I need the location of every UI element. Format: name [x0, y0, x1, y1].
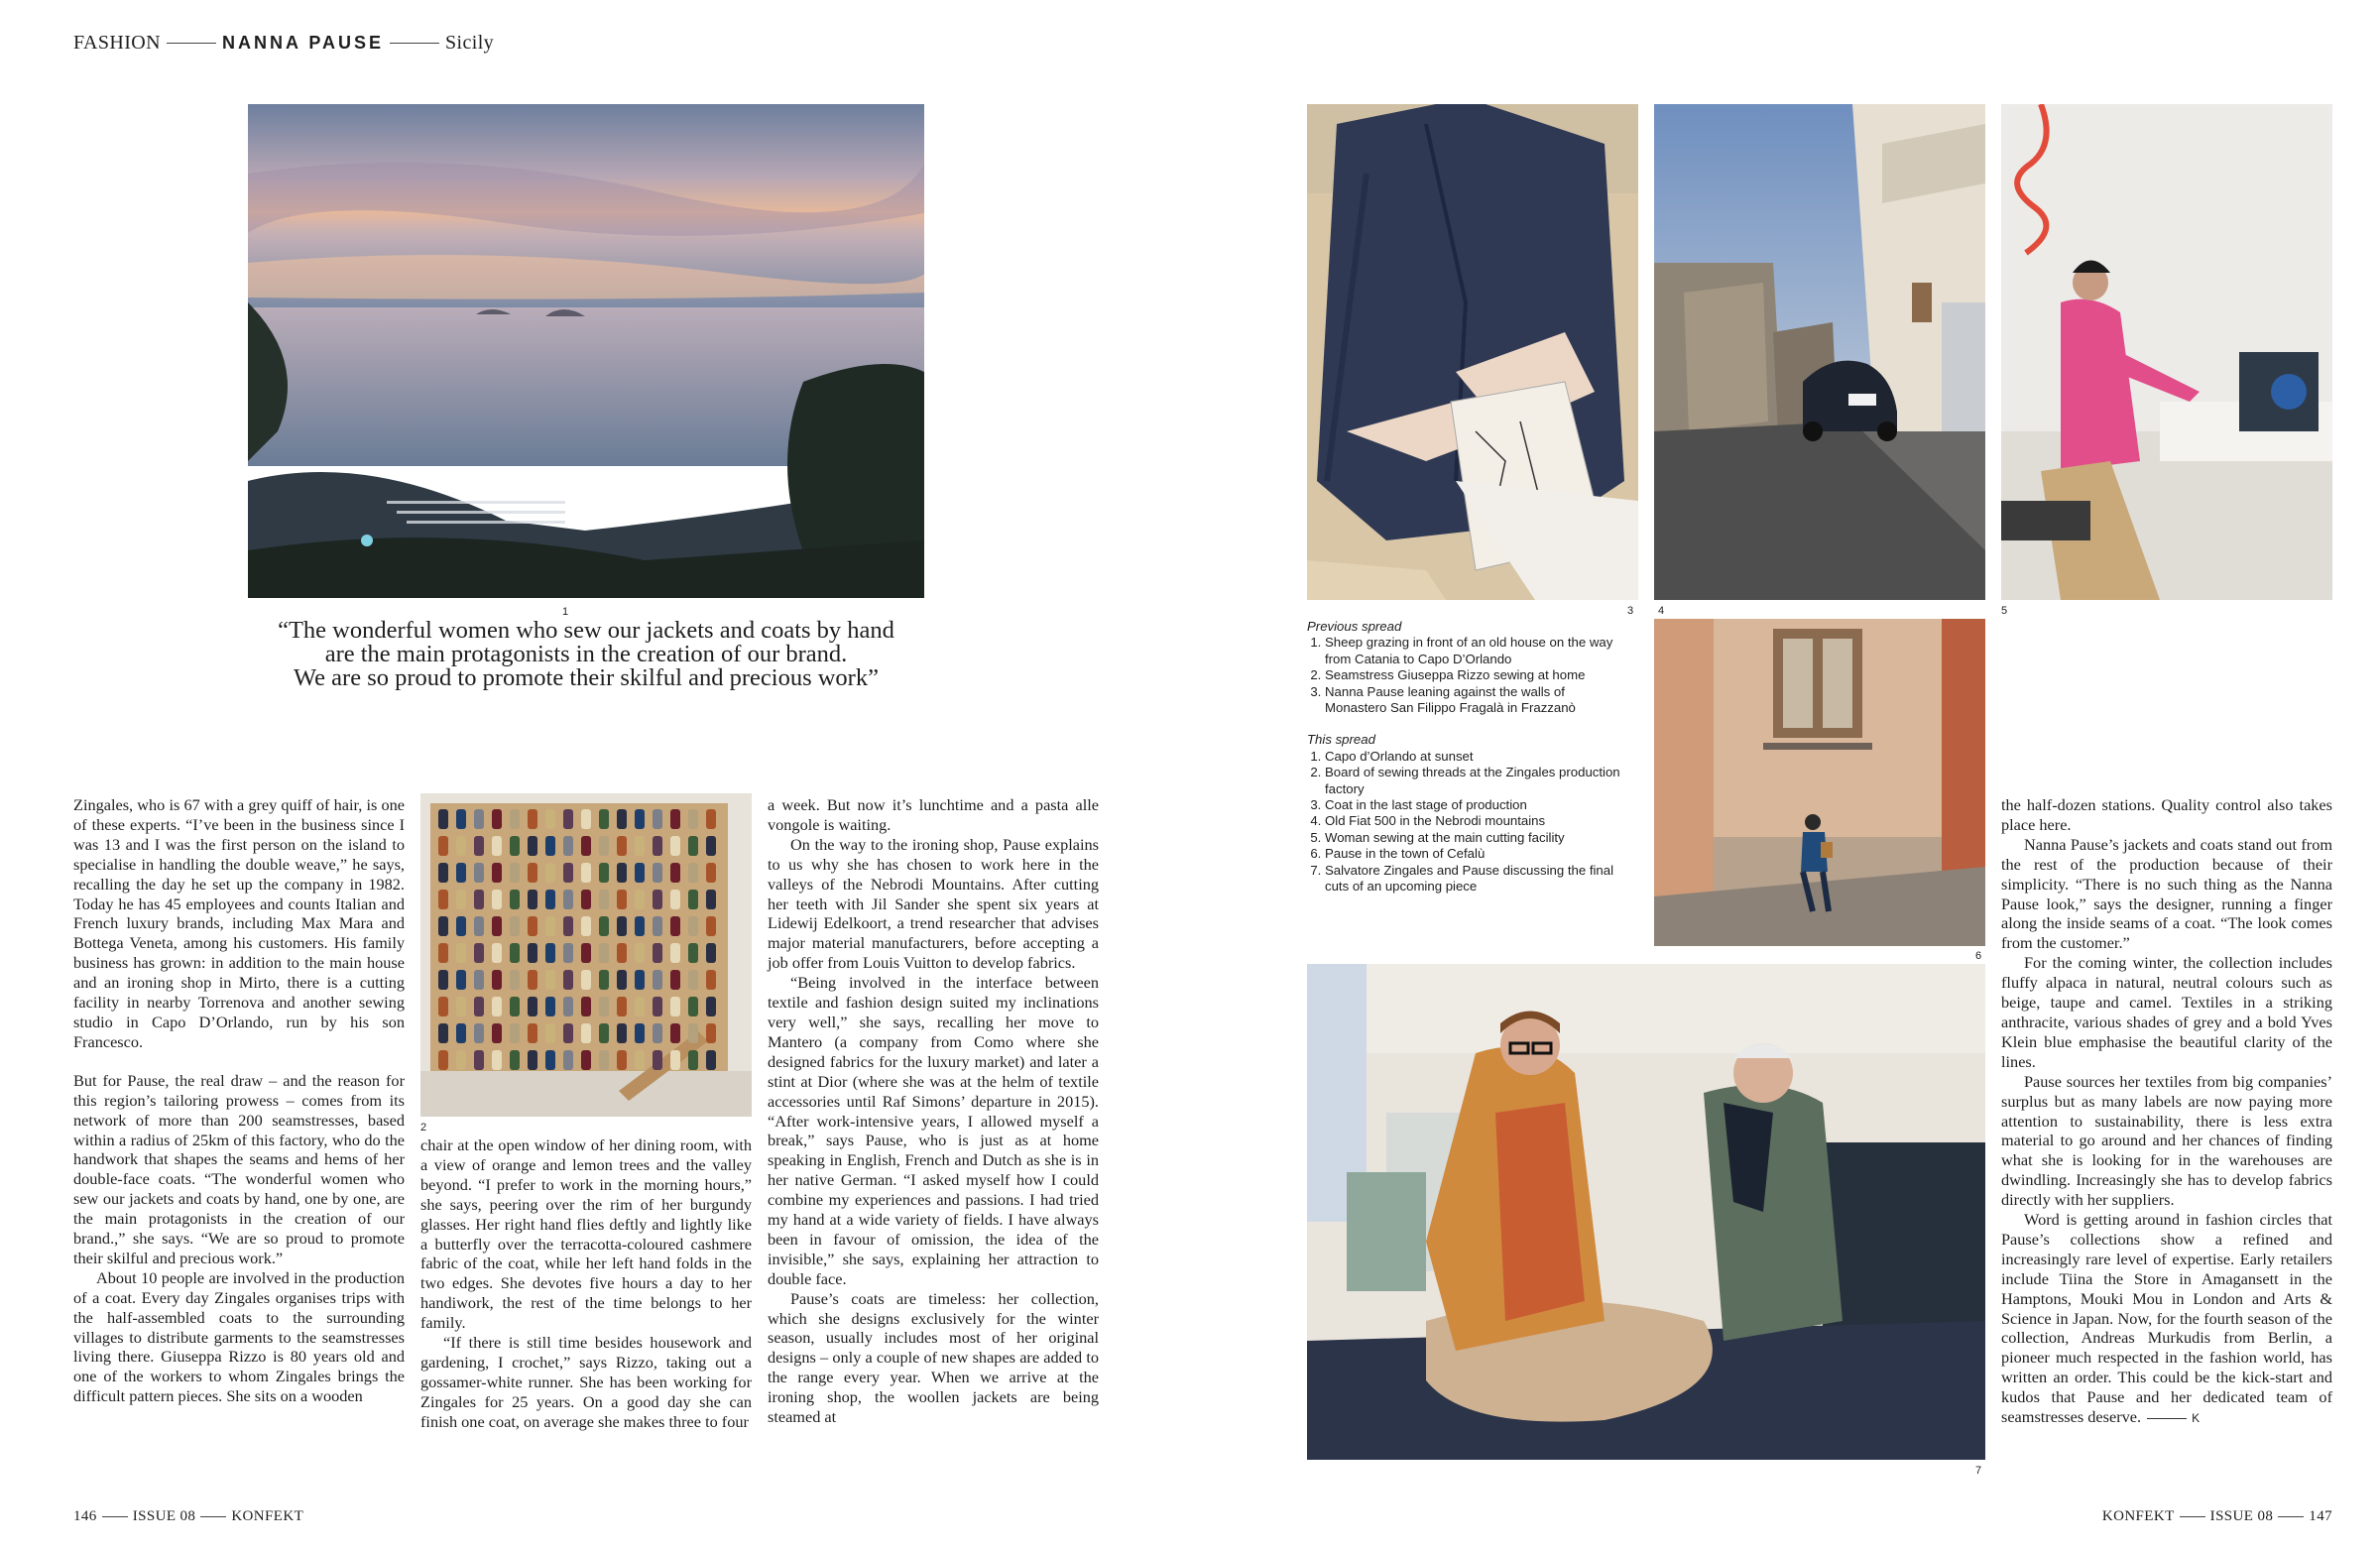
thread-spool	[492, 836, 502, 856]
thread-spool	[653, 970, 662, 990]
article-column-3	[768, 795, 1099, 1427]
thread-spool	[545, 836, 555, 856]
photo-capo-orlando-sunset	[248, 104, 924, 598]
photo-coat-production	[1307, 104, 1638, 600]
thread-spool	[653, 997, 662, 1016]
thread-spool	[670, 916, 680, 936]
caption-list-this	[1307, 749, 1626, 895]
page-number: 147	[2309, 1508, 2332, 1524]
thread-spool	[528, 809, 537, 829]
rule	[2278, 1516, 2304, 1517]
photo-pause-in-cefalu	[1654, 619, 1985, 946]
caption-item: 5. Woman sewing at the main cutting facility	[1325, 830, 1626, 846]
thread-spool	[474, 970, 484, 990]
thread-spool	[635, 943, 645, 963]
caption-item: 7. Salvatore Zingales and Pause discussing the final cuts of an upcoming piece	[1325, 863, 1626, 895]
paragraph: “If there is still time besides housework and gardening, I crochet,” says Rizzo, taking out a gossamer-white runner. She has been working for Zingales for 25 years. On a good day she can finish one coat, on average she makes three to four	[420, 1333, 752, 1431]
thread-spool	[688, 943, 698, 963]
thread-spool	[474, 997, 484, 1016]
thread-spool	[563, 1050, 573, 1070]
thread-spool	[528, 970, 537, 990]
place-label: Sicily	[445, 32, 495, 54]
thread-spool	[474, 943, 484, 963]
thread-spool	[456, 863, 466, 883]
thread-spool	[670, 836, 680, 856]
thread-spool	[617, 916, 627, 936]
thread-spool	[617, 809, 627, 829]
thread-spool	[688, 890, 698, 909]
thread-spool	[456, 836, 466, 856]
photo-old-fiat-500	[1654, 104, 1985, 600]
photo-number: 1	[562, 606, 569, 618]
thread-spool	[510, 809, 520, 829]
thread-spool	[528, 916, 537, 936]
thread-spool	[438, 836, 448, 856]
photo-number: 3	[1627, 605, 1634, 617]
rule	[2180, 1516, 2205, 1517]
thread-spool	[653, 836, 662, 856]
thread-spool	[510, 890, 520, 909]
thread-spool	[706, 1050, 716, 1070]
thread-spool	[599, 1050, 609, 1070]
thread-spool	[635, 1023, 645, 1043]
thread-spool	[670, 1023, 680, 1043]
page-number: 146	[73, 1508, 97, 1524]
thread-spool	[438, 916, 448, 936]
thread-spool	[456, 809, 466, 829]
thread-spool	[670, 943, 680, 963]
folio-right	[2102, 1508, 2332, 1525]
photo-number: 2	[420, 1122, 427, 1134]
thread-spool	[581, 836, 591, 856]
thread-spool	[528, 1050, 537, 1070]
thread-spool	[706, 970, 716, 990]
thread-spool	[617, 836, 627, 856]
thread-spool	[617, 970, 627, 990]
thread-spool	[599, 916, 609, 936]
pull-quote	[228, 619, 944, 690]
thread-spool	[528, 890, 537, 909]
thread-spool	[474, 809, 484, 829]
paragraph: Pause sources her textiles from big companies’ surplus but as many labels are now paying more attention to sustainability, there is less extra material to go around and her chances of finding what she is looking for in the warehouses are dwindling. Increasingly she has to develop fabrics directly with her suppliers.	[2001, 1071, 2332, 1210]
paragraph-last	[2001, 1210, 2332, 1429]
article-column-4	[2001, 795, 2332, 1429]
thread-spool	[635, 809, 645, 829]
thread-spool	[456, 916, 466, 936]
thread-spool	[688, 1023, 698, 1043]
caption-item: 6. Pause in the town of Cefalù	[1325, 846, 1626, 862]
thread-spool	[545, 916, 555, 936]
issue-label: ISSUE 08	[132, 1508, 196, 1524]
thread-spool	[706, 1023, 716, 1043]
thread-spool	[492, 890, 502, 909]
thread-spool	[563, 809, 573, 829]
thread-spool	[492, 916, 502, 936]
thread-spool	[492, 970, 502, 990]
thread-spool	[474, 890, 484, 909]
thread-spool	[528, 943, 537, 963]
issue-label: ISSUE 08	[2209, 1508, 2274, 1524]
caption-item: 2. Seamstress Giuseppa Rizzo sewing at home	[1325, 667, 1626, 683]
thread-spool	[581, 916, 591, 936]
thread-spool	[688, 997, 698, 1016]
thread-spool	[474, 1050, 484, 1070]
caption-heading-this: This spread	[1307, 732, 1375, 748]
rule	[102, 1516, 128, 1517]
thread-spool	[599, 809, 609, 829]
thread-spool	[599, 970, 609, 990]
thread-spool	[617, 863, 627, 883]
thread-spool	[617, 890, 627, 909]
thread-spool	[510, 970, 520, 990]
thread-spool	[545, 1023, 555, 1043]
thread-spool	[635, 890, 645, 909]
thread-spool	[670, 890, 680, 909]
thread-spool	[528, 863, 537, 883]
thread-spool	[474, 836, 484, 856]
pull-quote-line: “The wonderful women who sew our jackets and coats by hand	[278, 617, 894, 644]
thread-spool	[528, 1023, 537, 1043]
paragraph: Nanna Pause’s jackets and coats stand out from the rest of the production because of their simplicity. “There is no such thing as the Nanna Pause look,” says the designer, running a finger along the inside seams of a coat. “The look comes from the customer.”	[2001, 834, 2332, 953]
thread-spool	[635, 836, 645, 856]
thread-spool	[706, 890, 716, 909]
thread-spool	[563, 890, 573, 909]
thread-spool	[545, 809, 555, 829]
thread-spool	[563, 943, 573, 963]
thread-spool	[599, 836, 609, 856]
thread-spool	[474, 916, 484, 936]
thread-spool	[688, 1050, 698, 1070]
thread-spool	[438, 997, 448, 1016]
thread-spool	[581, 997, 591, 1016]
thread-spool	[635, 916, 645, 936]
photo-number: 6	[1975, 950, 1982, 962]
thread-spool	[456, 970, 466, 990]
thread-spool	[492, 863, 502, 883]
thread-spool	[510, 836, 520, 856]
paragraph: Zingales, who is 67 with a grey quiff of hair, is one of these experts. “I’ve been in the business since I was 13 and I was the first person on the island to specialise in handling the double weave,” he says, recalling the day he set up the company in 1982. Today he has 45 employees and counts Italian and French luxury brands, including Max Mara and Bottega Veneta, among his customers. His family business has grown: in addition to the main house and an ironing shop in Mirto, there is a cutting facility in nearby Torrenova and another sewing studio in Capo D’Orlando, run by his son Francesco.	[73, 795, 405, 1051]
thread-spool	[510, 997, 520, 1016]
end-mark: K	[2192, 1411, 2201, 1426]
thread-spool	[617, 1023, 627, 1043]
thread-spool	[563, 836, 573, 856]
thread-spool	[617, 997, 627, 1016]
thread-spool	[438, 863, 448, 883]
thread-spool	[563, 916, 573, 936]
caption-item: 1. Sheep grazing in front of an old house on the way from Catania to Capo D’Orlando	[1325, 635, 1626, 667]
thread-spool	[438, 890, 448, 909]
thread-spool	[563, 997, 573, 1016]
thread-spool	[688, 836, 698, 856]
pull-quote-line: We are so proud to promote their skilful and precious work”	[294, 664, 879, 691]
thread-spool	[670, 970, 680, 990]
thread-spool	[599, 997, 609, 1016]
thread-spool	[438, 809, 448, 829]
thread-spool	[492, 809, 502, 829]
thread-spool	[688, 809, 698, 829]
designer-label: NANNA PAUSE	[222, 33, 385, 53]
thread-spool	[474, 863, 484, 883]
thread-spool	[545, 863, 555, 883]
thread-spool	[617, 1050, 627, 1070]
thread-spool	[492, 943, 502, 963]
thread-spool	[581, 1050, 591, 1070]
paragraph: But for Pause, the real draw – and the reason for this region’s tailoring prowess – comes from its network of more than 200 seamstresses, based within a radius of 25km of this factory, who do the handwork that shapes the seams and hems of her double-face coats. “The wonderful women who sew our jackets and coats by hand, one by one, are the main protagonists in the creation of our brand.,” she says. “We are so proud to promote their skilful and precious work.”	[73, 1070, 405, 1267]
rule	[200, 1516, 226, 1517]
article-column-1	[73, 795, 405, 1406]
thread-spool	[599, 863, 609, 883]
caption-item: 1. Capo d’Orlando at sunset	[1325, 749, 1626, 765]
thread-spool	[635, 970, 645, 990]
thread-spool	[599, 943, 609, 963]
thread-spool	[599, 890, 609, 909]
caption-list-previous	[1307, 635, 1626, 716]
thread-spool	[545, 1050, 555, 1070]
photo-captions	[1307, 619, 1626, 895]
thread-spool	[545, 970, 555, 990]
thread-spool	[670, 1050, 680, 1070]
folio-left	[73, 1508, 303, 1525]
running-head	[73, 32, 494, 55]
article-column-2	[420, 1135, 752, 1432]
photo-number: 5	[2001, 605, 2008, 617]
thread-spool	[706, 916, 716, 936]
thread-spool	[635, 863, 645, 883]
thread-spool	[581, 943, 591, 963]
thread-spool	[528, 997, 537, 1016]
thread-spool	[492, 997, 502, 1016]
thread-spool	[456, 1050, 466, 1070]
caption-heading-previous: Previous spread	[1307, 619, 1402, 634]
thread-spool	[474, 1023, 484, 1043]
thread-spool	[581, 809, 591, 829]
thread-spool	[545, 890, 555, 909]
thread-spool	[563, 1023, 573, 1043]
photo-zingales-and-pause	[1307, 964, 1985, 1460]
thread-spool	[581, 863, 591, 883]
thread-spool	[438, 1023, 448, 1043]
thread-spool	[438, 943, 448, 963]
thread-spool	[706, 809, 716, 829]
photo-number: 7	[1975, 1465, 1982, 1477]
caption-item: 4. Old Fiat 500 in the Nebrodi mountains	[1325, 813, 1626, 829]
thread-spool	[653, 916, 662, 936]
thread-spool	[617, 943, 627, 963]
thread-spool	[456, 997, 466, 1016]
paragraph-text: Word is getting around in fashion circles that Pause’s collections show a refined and increasingly rare level of expertise. Early retailers include Tiina the Store in Amagansett in the Hamptons, Mouki Mou in London and Arts & Science in Japan. Now, for the fourth season of the collection, Andreas Murkudis from Berlin, a pioneer much respected in the fashion world, has written an order. This could be the kick-start and kudos that Pause and her dedicated team of seamstresses deserve.	[2001, 1210, 2332, 1427]
thread-spool	[510, 943, 520, 963]
thread-spool	[653, 863, 662, 883]
thread-spool	[456, 943, 466, 963]
photo-number: 4	[1658, 605, 1665, 617]
rule	[390, 43, 439, 44]
thread-spool	[688, 863, 698, 883]
thread-spool	[653, 890, 662, 909]
thread-spool	[706, 997, 716, 1016]
paragraph: For the coming winter, the collection includes fluffy alpaca in natural, neutral colours such as beige, taupe and camel. Textiles in a striking anthracite, various shades of grey and a bold Yves Klein blue emphasise the beautiful clarity of the lines.	[2001, 953, 2332, 1071]
caption-item: 3. Nanna Pause leaning against the walls of Monastero San Filippo Fragalà in Frazzanò	[1325, 684, 1626, 717]
pull-quote-line: are the main protagonists in the creation of our brand.	[324, 641, 848, 667]
section-label: FASHION	[73, 32, 161, 54]
caption-item: 3. Coat in the last stage of production	[1325, 797, 1626, 813]
thread-spool	[635, 997, 645, 1016]
thread-spool	[670, 809, 680, 829]
thread-spool	[438, 970, 448, 990]
thread-spool	[688, 970, 698, 990]
paragraph: About 10 people are involved in the production of a coat. Every day Zingales organises trips with the half-assembled coats to the surrounding villages to distribute garments to the seamstresses living there. Giuseppa Rizzo is 80 years old and one of the workers to whom Zingales brings the difficult pattern pieces. She sits on a wooden	[73, 1267, 405, 1406]
thread-spool	[510, 863, 520, 883]
end-rule	[2147, 1418, 2187, 1419]
thread-spool	[653, 809, 662, 829]
magazine-name: KONFEKT	[231, 1508, 304, 1524]
paragraph: Pause’s coats are timeless: her collection, which she designs exclusively for the winter season, usually includes most of her original designs – only a couple of new shapes are added to the range every year. When we arrive at the ironing shop, the woollen jackets are being steamed at	[768, 1288, 1099, 1427]
paragraph: a week. But now it’s lunchtime and a pasta alle vongole is waiting.	[768, 795, 1099, 834]
thread-spool	[510, 1050, 520, 1070]
thread-spool	[492, 1050, 502, 1070]
thread-spool	[563, 863, 573, 883]
paragraph: “Being involved in the interface between textile and fashion design suited my inclinations very well,” she says, recalling her move to Mantero (a company from Como where she designed fabrics for the luxury market) and later a stint at Dior (where she was at the helm of textile accessories until Raf Simons’ departure in 2015). “After work-intensive years, I allowed myself a break,” says Pause, who is just as at home speaking in English, French and Dutch as she is in her native German. “I asked myself how I could combine my experiences and passions. I had tried my hand at a wide variety of fields. I have always been in favour of omission, the idea of the invisible,” she says, explaining her attraction to double face.	[768, 973, 1099, 1288]
thread-spool	[653, 943, 662, 963]
thread-spool	[635, 1050, 645, 1070]
thread-spool	[688, 916, 698, 936]
thread-spool	[456, 1023, 466, 1043]
paragraph: chair at the open window of her dining room, with a view of orange and lemon trees and the valley beyond. “I prefer to work in the morning hours,” she says, peering over the rim of her burgundy glasses. Her right hand flies deftly and lightly like a butterfly over the terracotta-coloured cashmere fabric of the coat, while her left hand folds in the two edges. She devotes five hours a day to her handiwork, the rest of the time belongs to her family.	[420, 1135, 752, 1333]
thread-spool	[653, 1023, 662, 1043]
thread-spool	[492, 1023, 502, 1043]
thread-spool	[706, 943, 716, 963]
thread-spool	[456, 890, 466, 909]
thread-spool	[670, 863, 680, 883]
thread-spool	[545, 997, 555, 1016]
thread-spool	[510, 1023, 520, 1043]
thread-spool	[653, 1050, 662, 1070]
paragraph: On the way to the ironing shop, Pause explains to us why she has chosen to work here in the valleys of the Nebrodi Mountains. After cutting her teeth with Jil Sander she spent six years at Lidewij Edelkoort, a trend researcher that advises major material manufacturers, before accepting a job offer from Louis Vuitton to develop fabrics.	[768, 834, 1099, 973]
thread-spool	[563, 970, 573, 990]
thread-spool	[581, 1023, 591, 1043]
thread-spool	[438, 1050, 448, 1070]
thread-spool	[706, 863, 716, 883]
thread-spool	[706, 836, 716, 856]
photo-sewing-thread-board	[420, 793, 752, 1117]
paragraph: the half-dozen stations. Quality control also takes place here.	[2001, 795, 2332, 834]
thread-spool	[670, 997, 680, 1016]
thread-spool	[528, 836, 537, 856]
rule	[167, 43, 216, 44]
caption-item: 2. Board of sewing threads at the Zingales production factory	[1325, 765, 1626, 797]
thread-spool	[545, 943, 555, 963]
photo-woman-sewing	[2001, 104, 2332, 600]
thread-spool	[581, 970, 591, 990]
thread-spool	[510, 916, 520, 936]
thread-spool	[581, 890, 591, 909]
thread-spool	[599, 1023, 609, 1043]
magazine-name: KONFEKT	[2101, 1508, 2175, 1524]
